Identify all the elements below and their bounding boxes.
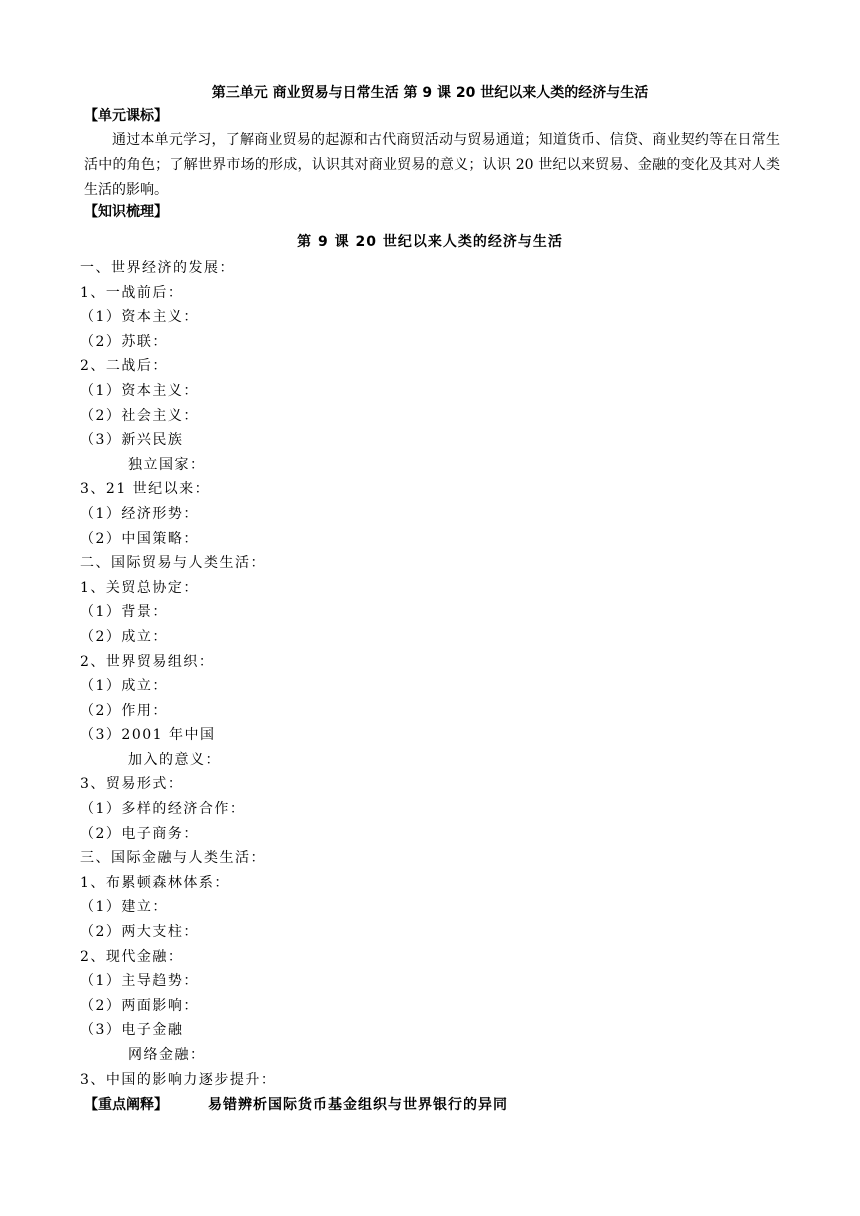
focus-header: 【重点阐释】: [84, 1097, 168, 1113]
outline-item: （2）苏联：: [80, 333, 168, 350]
outline-item: （3）电子金融: [80, 1022, 184, 1039]
outline-item: （2）成立：: [80, 628, 168, 645]
outline-item: （1）多样的经济合作：: [80, 801, 246, 818]
outline-item: （3）新兴民族: [80, 432, 184, 449]
outline-item: （1）背景：: [80, 604, 168, 621]
document-title: 第三单元 商业贸易与日常生活 第 9 课 20 世纪以来人类的经济与生活: [211, 85, 649, 101]
outline-item: 独立国家：: [128, 456, 206, 473]
outline-item: （1）建立：: [80, 899, 168, 916]
outline-item: 2、世界贸易组织：: [80, 653, 215, 670]
focus-section: [84, 1095, 508, 1115]
outline-item: （1）经济形势：: [80, 505, 199, 522]
outline-item: （2）两大支柱：: [80, 924, 199, 941]
outline-item: 二、国际贸易与人类生活：: [80, 555, 266, 572]
outline-item: 3、21 世纪以来：: [80, 481, 211, 498]
outline-item: 1、一战前后：: [80, 284, 184, 301]
outline-item: （2）电子商务：: [80, 825, 199, 842]
outline-item: 2、现代金融：: [80, 948, 184, 965]
outline-item: 1、布累顿森林体系：: [80, 874, 230, 891]
knowledge-header: 【知识梳理】: [84, 204, 168, 220]
outline-item: （3）2001 年中国: [80, 727, 216, 744]
outline-item: 网络金融：: [128, 1047, 206, 1063]
outline-item: （1）资本主义：: [80, 309, 199, 326]
outline-item: 3、中国的影响力逐步提升：: [80, 1071, 277, 1088]
focus-text: 易错辨析国际货币基金组织与世界银行的异同: [208, 1097, 508, 1113]
outline-item: （1）成立：: [80, 678, 168, 695]
outline-item: （1）主导趋势：: [80, 973, 199, 990]
unit-standard-text: 通过本单元学习，了解商业贸易的起源和古代商贸活动与贸易通道；知道货币、信贷、商业契约等在日常生活中的角色；了解世界市场的形成，认识其对商业贸易的意义；认识 20 世纪以来贸易、金融的变化及其对人类生活的影响。: [84, 132, 780, 198]
outline-item: 3、贸易形式：: [80, 776, 184, 793]
outline-item: （1）资本主义：: [80, 382, 199, 399]
knowledge-outline: [80, 256, 276, 1092]
outline-item: 加入的意义：: [128, 751, 221, 768]
outline-item: 2、二战后：: [80, 358, 168, 375]
outline-item: （2）作用：: [80, 702, 168, 719]
outline-item: 一、世界经济的发展：: [80, 260, 235, 276]
unit-standard-header: 【单元课标】: [84, 108, 168, 124]
outline-item: 1、关贸总协定：: [80, 579, 199, 596]
outline-item: （2）中国策略：: [80, 530, 199, 547]
outline-item: （2）两面影响：: [80, 997, 199, 1014]
lesson-title: 第 9 课 20 世纪以来人类的经济与生活: [297, 234, 563, 250]
outline-item: （2）社会主义：: [80, 407, 199, 424]
outline-item: 三、国际金融与人类生活：: [80, 850, 266, 867]
